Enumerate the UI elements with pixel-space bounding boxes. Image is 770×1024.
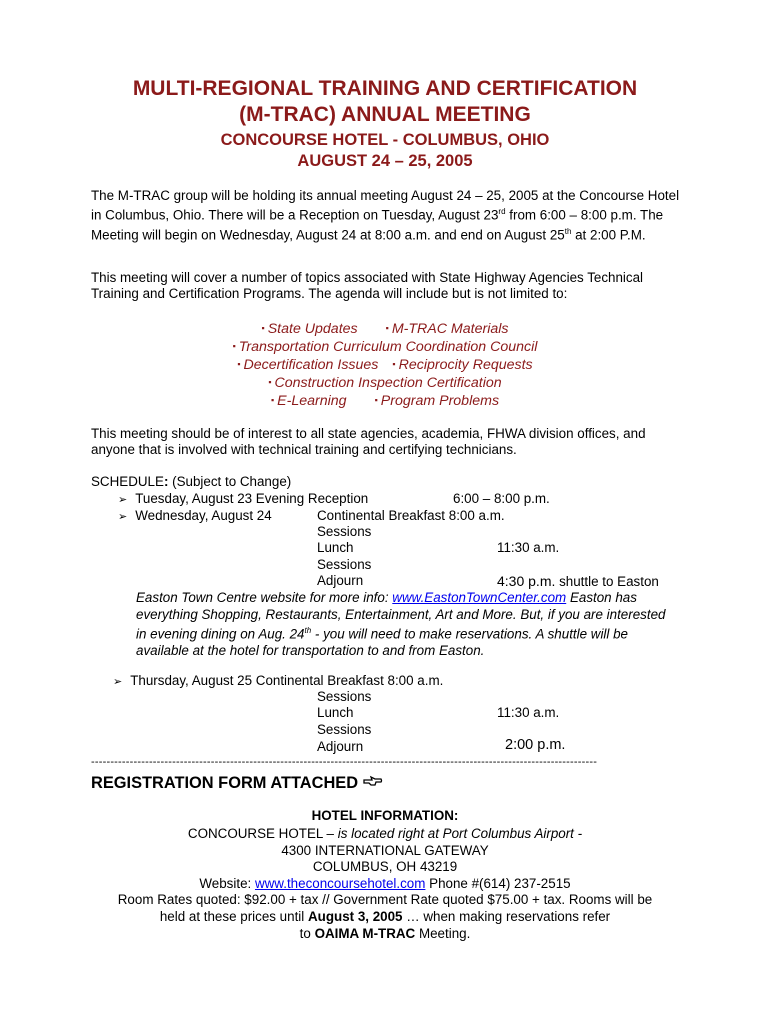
easton-text-a: Easton Town Centre website for more info: [136, 590, 393, 605]
topic-item: E-Learning [277, 393, 347, 409]
wed-adjourn-time [497, 573, 659, 590]
bullet-icon: ▪ [385, 323, 389, 333]
topic-item: Program Problems [380, 393, 500, 409]
section-divider: ----------------------------------------------------------------------------------------------------------------------------------- [91, 756, 598, 768]
refer-text-b: Meeting. [415, 926, 471, 941]
wed-item: Continental Breakfast 8:00 a.m. [317, 508, 505, 523]
intro-paragraph [91, 188, 681, 244]
thu-item: Lunch [317, 705, 354, 720]
topic-line-3 [0, 355, 770, 374]
intro-text-b: from 6:00 – 8:00 p.m. The Meeting will begin on Wednesday, August 24 at 8:00 a.m. and end on August 25 [91, 207, 664, 243]
held-until-line [0, 909, 770, 926]
tuesday-row [118, 491, 368, 508]
registration-heading [91, 774, 383, 793]
page-title-line-1: MULTI-REGIONAL TRAINING AND CERTIFICATION [132, 77, 638, 100]
wed-item: Sessions [317, 557, 372, 572]
hotel-name-line [0, 826, 770, 843]
topic-item: Construction Inspection Certification [274, 375, 502, 391]
intro-text-c: at 2:00 P.M. [571, 227, 646, 243]
website-label: Website: [199, 876, 255, 891]
refer-text-a: to [299, 926, 315, 941]
wed-lunch-time: 11:30 a.m. [497, 540, 560, 555]
thu-item: Sessions [317, 722, 372, 737]
bullet-icon: ▪ [237, 359, 241, 369]
interest-paragraph [91, 426, 681, 459]
reference-code: OAIMA M-TRAC [314, 926, 416, 941]
wednesday-row [118, 508, 272, 525]
bullet-icon: ▪ [261, 323, 265, 333]
deadline-date: August 3, 2005 [307, 909, 403, 924]
thursday-label: Thursday, August 25 Continental Breakfast 8:00 a.m. [130, 673, 444, 688]
intro-text-a: The M-TRAC group will be holding its annual meeting August 24 – 25, 2005 at the Concourse Hotel in Columbus, Ohio. There will be a Reception on Tuesday, August 23 [91, 188, 680, 223]
interest-text: This meeting should be of interest to all state agencies, academia, FHWA division offices, and anyone that is involved with technical training and certifying technicians. [91, 426, 646, 458]
topics-intro-text: This meeting will cover a number of topics associated with State Highway Agencies Technical Training and Certification Programs. The agenda will include but is not limited to: [91, 270, 644, 302]
wed-item: Lunch [317, 540, 354, 555]
schedule-heading [91, 474, 291, 490]
held-text-a: held at these prices until [159, 909, 308, 924]
bullet-icon: ▪ [374, 395, 378, 405]
tuesday-label: Tuesday, August 23 Evening Reception [135, 491, 369, 506]
hotel-phone: Phone #(614) 237-2515 [425, 876, 571, 891]
thu-lunch-time: 11:30 a.m. [497, 705, 560, 720]
easton-note [136, 590, 676, 660]
arrow-bullet-icon: ➢ [118, 511, 128, 523]
bullet-icon: ▪ [392, 359, 396, 369]
topic-line-1 [0, 319, 770, 338]
page-title-line-2: (M-TRAC) ANNUAL MEETING [239, 103, 531, 126]
arrow-bullet-icon: ➢ [118, 494, 128, 506]
wednesday-label: Wednesday, August 24 [135, 508, 272, 523]
hotel-street: 4300 INTERNATIONAL GATEWAY [281, 843, 489, 858]
thu-item: Adjourn [317, 739, 364, 754]
hotel-heading: HOTEL INFORMATION: [311, 808, 459, 823]
ordinal-suffix: rd [498, 207, 506, 217]
ordinal-suffix: th [564, 227, 572, 237]
registration-label: REGISTRATION FORM ATTACHED [91, 774, 359, 792]
hotel-city: COLUMBUS, OH 43219 [312, 859, 458, 874]
tuesday-time: 6:00 – 8:00 p.m. [453, 491, 550, 506]
ordinal-suffix: th [304, 626, 312, 636]
adjourn-time: 4:30 p.m. [497, 573, 556, 589]
wed-item: Adjourn [317, 573, 364, 588]
arrow-bullet-icon: ➢ [113, 676, 123, 688]
schedule-heading-label: SCHEDULE [91, 474, 164, 489]
date-subtitle: AUGUST 24 – 25, 2005 [297, 152, 473, 170]
thu-item: Sessions [317, 689, 372, 704]
topic-item: State Updates [267, 321, 358, 337]
easton-text-c: - you will need to make reservations. A shuttle will be available at the hotel for transportation to and from Easton. [136, 626, 628, 659]
hotel-website-link[interactable]: www.theconcoursehotel.com [254, 876, 426, 891]
topic-line-2 [0, 337, 770, 356]
topics-intro-paragraph [91, 270, 681, 303]
topic-line-5 [0, 391, 770, 410]
topic-line-4 [0, 373, 770, 392]
topic-item: M-TRAC Materials [391, 321, 509, 337]
bullet-icon: ▪ [270, 395, 275, 405]
bullet-icon: ▪ [232, 341, 236, 351]
room-rates: Room Rates quoted: $92.00 + tax // Government Rate quoted $75.00 + tax. Rooms will be [117, 892, 653, 907]
wed-item: Sessions [317, 524, 372, 539]
topic-item: Decertification Issues [243, 357, 379, 373]
easton-website-link[interactable]: www.EastonTownCenter.com [392, 590, 567, 605]
schedule-colon: : [163, 474, 169, 489]
topic-item: Reciprocity Requests [398, 357, 533, 373]
bullet-icon: ▪ [268, 377, 272, 387]
hotel-contact-line [0, 876, 770, 893]
easton-text-b: Easton has everything Shopping, Restaurants, Entertainment, Art and More. But, if you are interested in evening dining on Aug. 24 [136, 590, 666, 642]
reference-line [0, 926, 770, 943]
schedule-note: (Subject to Change) [168, 474, 292, 489]
venue-subtitle: CONCOURSE HOTEL - COLUMBUS, OHIO [220, 131, 550, 149]
shuttle-note: shuttle to Easton [555, 574, 659, 589]
held-text-b: … when making reservations refer [402, 909, 611, 924]
thursday-row [113, 673, 443, 690]
hotel-name: CONCOURSE HOTEL – [187, 826, 334, 841]
hotel-location: is located right at Port Columbus Airport - [334, 826, 583, 841]
pointing-hand-icon [363, 774, 383, 792]
topic-item: Transportation Curriculum Coordination Council [238, 339, 538, 355]
thu-adjourn-time: 2:00 p.m. [505, 737, 566, 753]
